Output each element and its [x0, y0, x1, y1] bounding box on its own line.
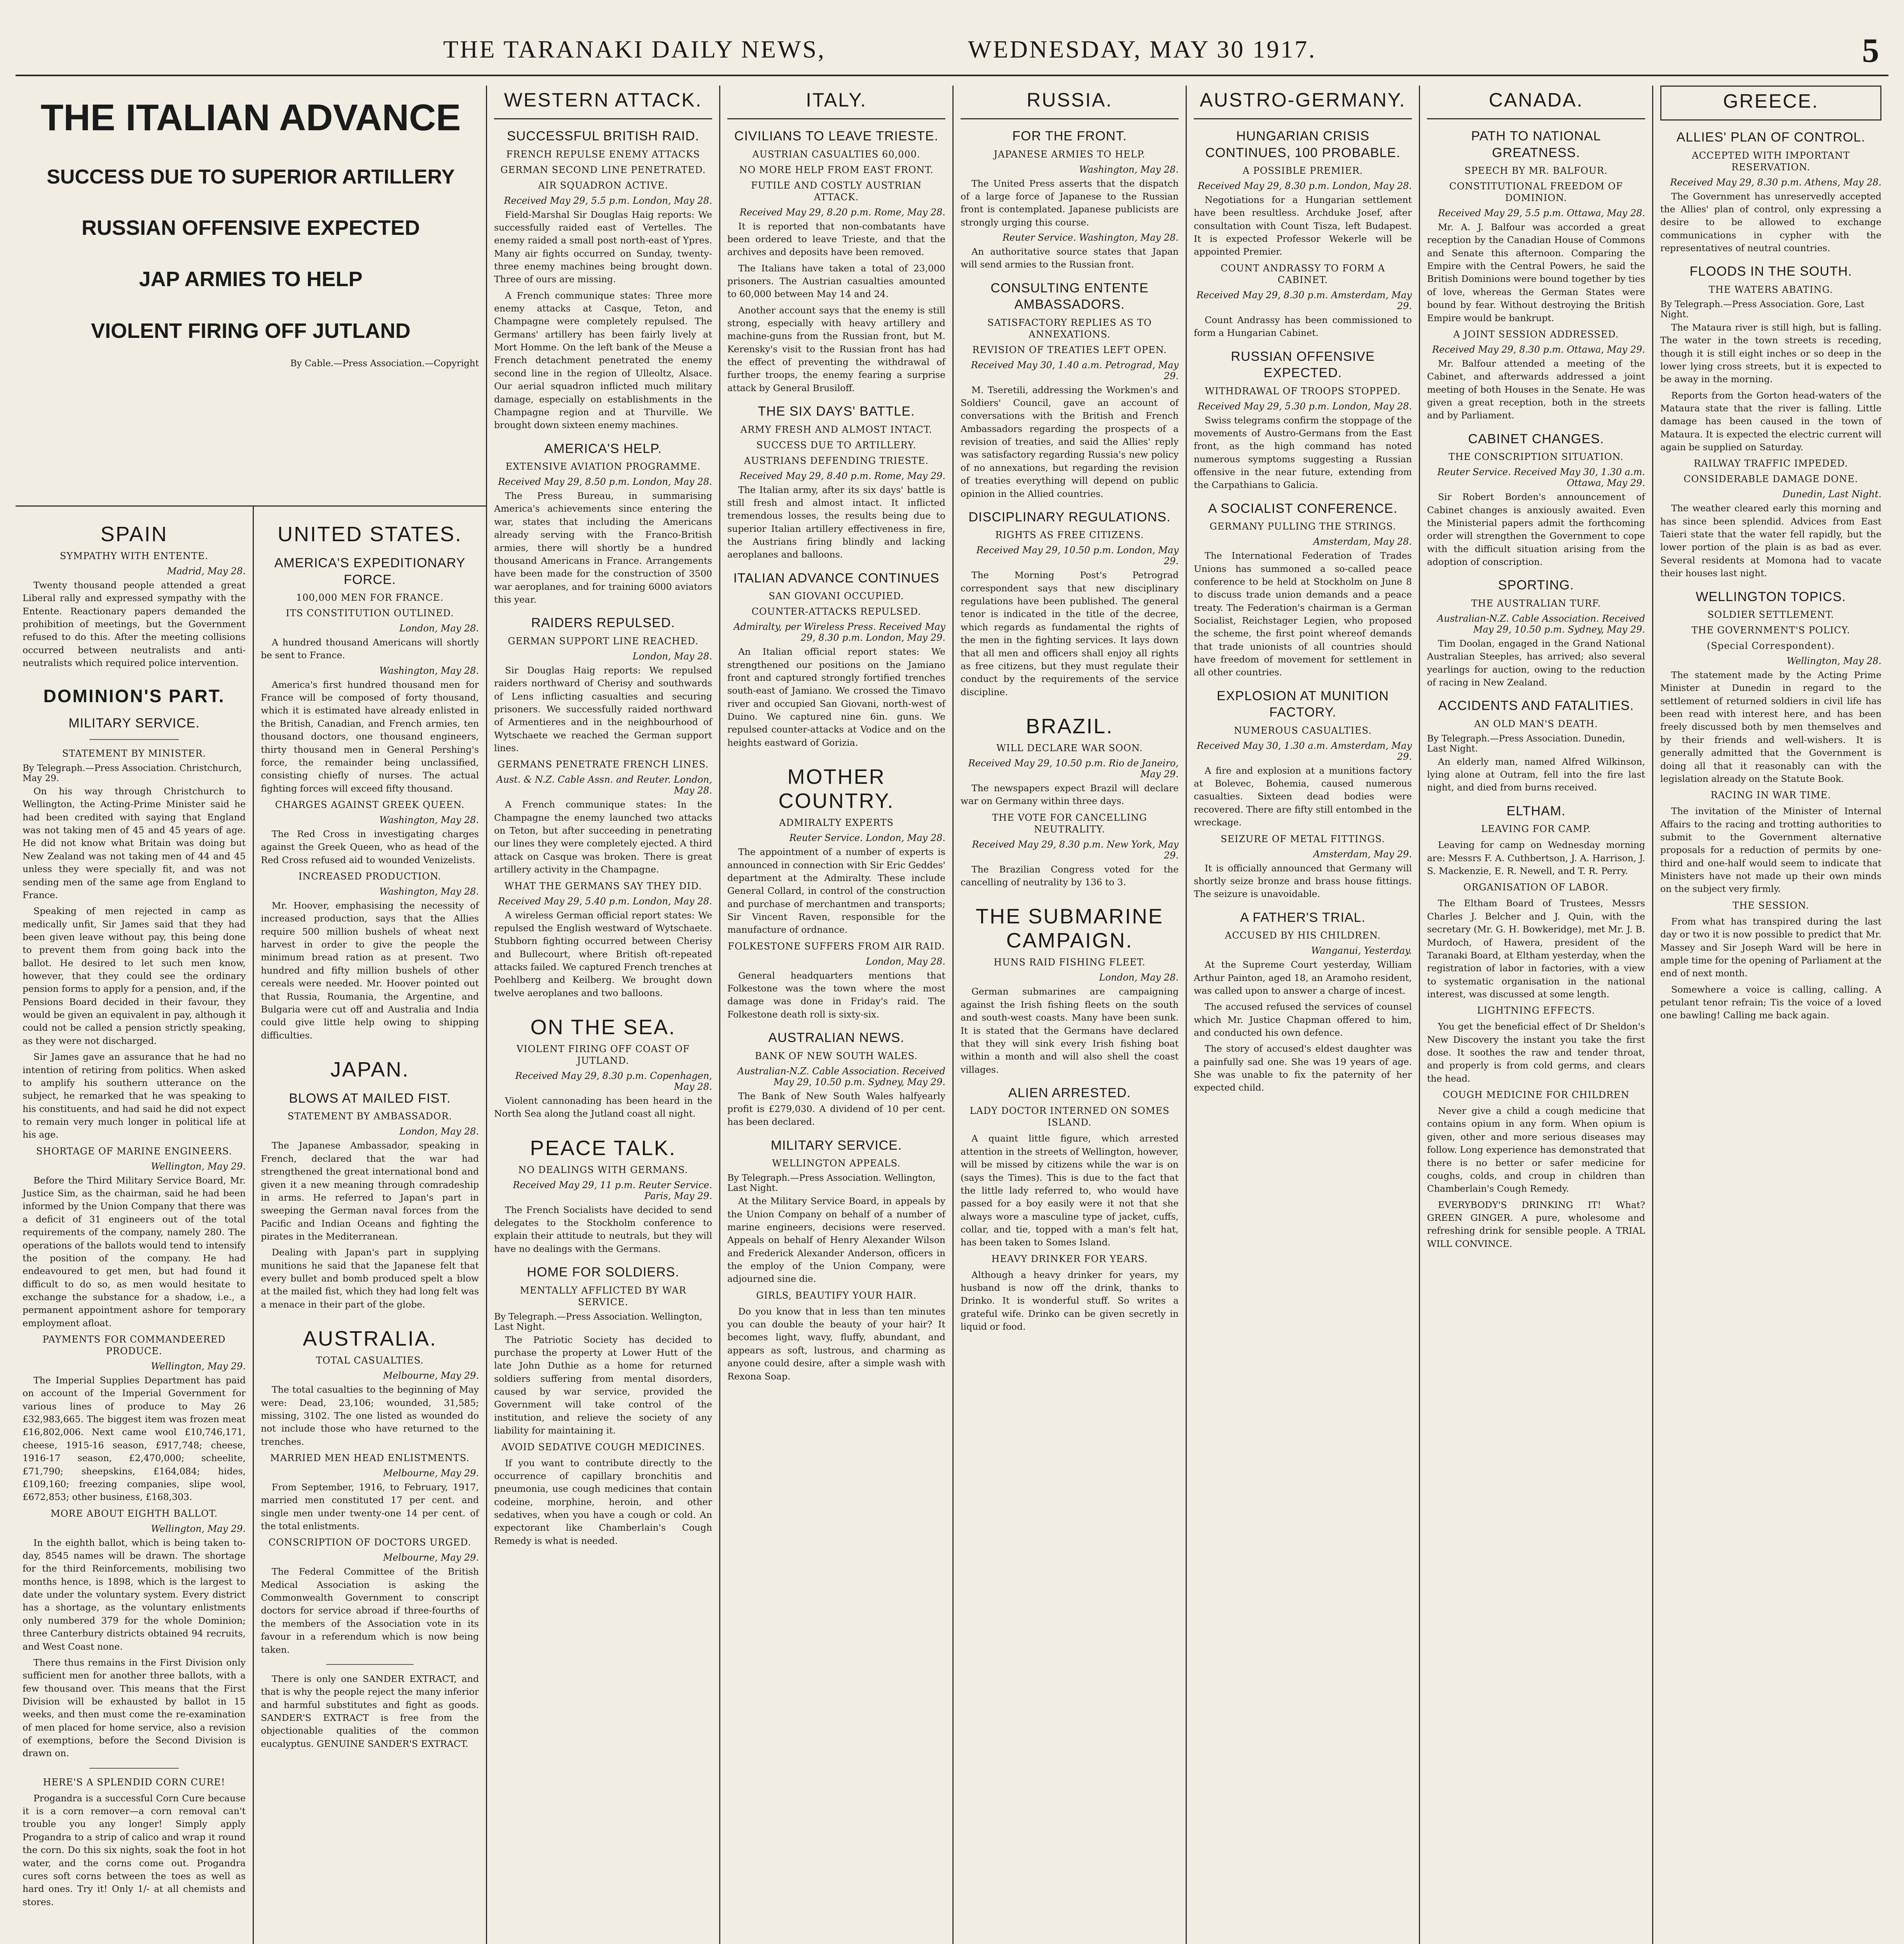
dateline: Received May 29, 8.30 p.m. Amsterdam, May 29. — [1196, 289, 1412, 311]
subhead: THE SESSION. — [1733, 900, 1809, 911]
article-text: Swiss telegrams confirm the stoppage of the movements of Austro-Germans from the East front, as the high command has noted numerous symptoms suggesting a Russian offensive in the near future, extending from the Carpathians to Galicia. — [1194, 414, 1412, 491]
subhead: COUNTER-ATTACKS REPULSED. — [751, 606, 921, 617]
dateline: London, May 28. — [1099, 972, 1179, 983]
subhead: EXTENSIVE AVIATION PROGRAMME. — [505, 461, 701, 472]
article-text: A wireless German official report states: We repulsed the English westward of Wytschaete. Stubborn fighting occurred between Cherisy and Bullecourt, where British oft-repeated attacks failed. We captured French trenches at Poehlberg and Keilberg. We brought down twelve aeroplanes and two balloons. — [494, 909, 712, 998]
us-subhead: 100,000 MEN FOR FRANCE. — [296, 592, 444, 603]
article-text: Leaving for camp on Wednesday morning are: Messrs F. A. Cuthbertson, J. A. Harrison, J. S. Mackenzie, E. R. Newell, and T. R. Perry. — [1427, 839, 1645, 877]
dateline: Received May 29, 10.50 p.m. London, May 29. — [976, 545, 1179, 567]
article-text: Another account says that the enemy is still strong, especially with heavy artillery and machine-guns from the Russian front, but M. Kerensky's visit to the Russian front has had the effect of preventing the withdrawal of further troops, the enemy fearing a surprise attack by General Brusiloff. — [727, 304, 945, 393]
subhead: EXPLOSION AT MUNITION FACTORY. — [1217, 688, 1389, 720]
australia-subhead: CONSCRIPTION OF DOCTORS URGED. — [268, 1537, 472, 1548]
subhead: AUSTRIANS DEFENDING TRIESTE. — [744, 455, 929, 466]
subhead: HUNGARIAN CRISIS CONTINUES, 100 PROBABLE. — [1205, 129, 1401, 160]
produce-subhead: PAYMENTS FOR COMMANDEERED PRODUCE. — [42, 1334, 226, 1357]
article-text: Twenty thousand people attended a great Liberal rally and expressed sympathy with the Entente. Reactionary papers demanded the prohibition of meetings, but the Government refused to do this. After the meeting collisions occurred between neutralists and anti-neutralists which required police intervention. — [23, 580, 246, 669]
ad-heading: LIGHTNING EFFECTS. — [1477, 1005, 1595, 1016]
advertisement-text: Do you know that in less than ten minutes you can double the beauty of your hair? It becomes light, wavy, fluffy, abundant, and appears as soft, lustrous, and charming as anyone could desire, after a simple wash with Rexona Soap. — [727, 1306, 945, 1382]
ad-heading: AVOID SEDATIVE COUGH MEDICINES. — [501, 1441, 705, 1453]
dateline: Madrid, May 28. — [167, 566, 246, 577]
article-text: It is reported that non-combatants have been ordered to leave Trieste, and that the archives and deposits have been removed. — [727, 220, 945, 258]
dateline: Washington, May 28. — [379, 665, 479, 676]
article-text: The total casualties to the beginning of May were: Dead, 23,106; wounded, 31,585; missing, 3102. The one listed as wounded do not include those who have returned to the trenches. — [261, 1384, 479, 1447]
dateline: Received May 29, 5.5 p.m. London, May 28. — [504, 195, 712, 206]
dateline: Wellington, May 28. — [1787, 656, 1881, 667]
japan-subhead: BLOWS AT MAILED FIST. — [289, 1091, 451, 1106]
column-heading: GREECE. — [1660, 86, 1881, 121]
us-subhead: AMERICA'S EXPEDITIONARY FORCE. — [274, 556, 466, 587]
subhead: WELLINGTON APPEALS. — [772, 1158, 901, 1169]
lead-story — [16, 86, 486, 505]
article-text: The statement made by the Acting Prime Minister at Dunedin in regard to the settlement of returned soldiers in civil life has been read with interest here, and has been freely discussed both by men themselves and by their friends and well-wishers. It is generally admitted that the Government is doing all that it reasonably can with the legislation already on the Statute Book. — [1660, 670, 1881, 784]
dateline: Melbourne, May 29. — [383, 1467, 479, 1479]
dateline: Received May 29, 8.30 p.m. Athens, May 28. — [1670, 177, 1881, 188]
ad-heading: COUGH MEDICINE FOR CHILDREN — [1443, 1089, 1630, 1101]
subhead: GERMAN SECOND LINE PENETRATED. — [500, 164, 706, 175]
advertisement-text: If you want to contribute directly to the occurrence of capillary bronchitis and pneumonia, use cough medicines that contain codeine, morphine, heroin, and other sedatives, when you have a cough or cold. An expectorant like Chamberlain's Cough Remedy is what is needed. — [494, 1457, 712, 1546]
dateline: Received May 29, 8.40 p.m. Rome, May 29. — [739, 470, 945, 481]
article-text: The story of accused's eldest daughter was a painfully sad one. She was 19 years of age. She was unable to fix the paternity of her expected child. — [1194, 1043, 1412, 1093]
article-text: The Italians have taken a total of 23,000 prisoners. The Austrian casualties amounted to 60,000 between May 14 and 24. — [727, 262, 945, 300]
dateline: Australian-N.Z. Cable Association. Received May 29, 10.50 p.m. Sydney, May 29. — [737, 1065, 945, 1087]
japan-heading: JAPAN. — [330, 1058, 410, 1081]
column-4 — [719, 86, 952, 1944]
ad-heading: GIRLS, BEAUTIFY YOUR HAIR. — [756, 1290, 917, 1301]
subhead: RIGHTS AS FREE CITIZENS. — [995, 530, 1144, 541]
dateline: Received May 29, 11 p.m. Reuter Service. Paris, May 29. — [513, 1179, 712, 1201]
subhead: SOLDIER SETTLEMENT. — [1707, 609, 1834, 621]
subhead: THE CONSCRIPTION SITUATION. — [1448, 451, 1624, 463]
subhead: WILL DECLARE WAR SOON. — [996, 742, 1143, 753]
article-text: The weather cleared early this morning and has since been splendid. Advices from East Taieri state that the water fell rapidly, but the lower portion of the plain is as bad as ever. Several residents at Momona had to vacate their houses last night. — [1660, 503, 1881, 579]
advertisement-text: There is only one SANDER EXTRACT, and that is why the people reject the many inferior and harmful substitutes and fight as goods. SANDER'S EXTRACT is free from the objectionable qualities of the common eucalyptus. GENUINE SANDER'S EXTRACT. — [261, 1673, 479, 1749]
dateline: Reuter Service. London, May 28. — [789, 832, 945, 844]
article-text: The International Federation of Trades Unions has summoned a so-called peace conference to be held at Stockholm on June 8 to discuss trade union demands and a peace treaty. The Federation's chairman is a German Socialist, Reichstager Legien, who proposed the scheme, the first point whereof demands that trade unionists of all countries should have freedom of movement for settlement in all other countries. — [1194, 550, 1412, 678]
dateline: Melbourne, May 29. — [383, 1552, 479, 1563]
ad-heading: HEAVY DRINKER FOR YEARS. — [991, 1253, 1148, 1264]
advertisement-text: Although a heavy drinker for years, my husband is now off the drink, thanks to Drinko. It is wonderful stuff. So writes a grateful wife. Drinko can be given secretly in liquid or food. — [961, 1269, 1179, 1332]
article-text: German submarines are campaigning against the Irish fishing fleets on the south and south-west coasts. Many have been sunk. It is stated that the Germans have declared that they will sink every Irish fishing boat within a month and will also shell the coast villages. — [961, 986, 1179, 1075]
subhead: FRENCH REPULSE ENEMY ATTACKS — [506, 149, 700, 160]
subhead: WITHDRAWAL OF TROOPS STOPPED. — [1205, 385, 1401, 397]
subhead: PATH TO NATIONAL GREATNESS. — [1471, 129, 1601, 160]
divider — [326, 1664, 413, 1665]
subhead: A SOCIALIST CONFERENCE. — [1208, 501, 1398, 516]
dateline: Received May 29, 8.20 p.m. Rome, May 28. — [739, 206, 945, 218]
article-text: In the eighth ballot, which is being taken to-day, 8545 names will be drawn. The shortage for the third Reinforcements, mobilising two months hence, is 1898, which is the largest to date under the voluntary system. Every district has a shortage, as the voluntary enlistments only numbered 379 for the whole Dominion; three Canterbury districts obtained 94 recruits, and West Coast none. — [23, 1537, 246, 1652]
corn-ad-heading: HERE'S A SPLENDID CORN CURE! — [43, 1776, 225, 1788]
article-text: Reports from the Gorton head-waters of the Mataura state that the river is falling. Little damage has been caused in the town of Mataura. It is expected the electric current will again be supplied on Saturday. — [1660, 390, 1881, 453]
dateline: Wanganui, Yesterday. — [1311, 945, 1412, 956]
dateline: Melbourne, May 29. — [383, 1370, 479, 1381]
subhead: BANK OF NEW SOUTH WALES. — [755, 1050, 918, 1061]
article-text: On his way through Christchurch to Wellington, the Acting-Prime Minister said he had been credited with saying that England was not taking men of 45 and 45 years of age. He did not know what Britain was doing but New Zealand was not taking men of 44 and 45 unless they were specially fit, and was not sending men of the same age from England to France. — [23, 786, 246, 900]
subhead: AN OLD MAN'S DEATH. — [1474, 718, 1598, 729]
subhead: CONSTITUTIONAL FREEDOM OF DOMINION. — [1449, 181, 1623, 203]
masthead-rule — [16, 75, 1888, 76]
article-text: Dealing with Japan's part in supplying munitions he said that the Japanese felt that every bullet and bomb produced spelt a blow at the mailed fist, which they had long felt was a menace in their part of the globe. — [261, 1247, 479, 1310]
subhead: NUMEROUS CASUALTIES. — [1234, 725, 1372, 736]
column-6 — [1186, 86, 1419, 1944]
article-text: The accused refused the services of counsel which Mr. Justice Chapman offered to him, and conducted his own defence. — [1194, 1001, 1412, 1038]
section-heading: THE SUBMARINE CAMPAIGN. — [975, 905, 1164, 953]
subhead: (Special Correspondent). — [1707, 640, 1835, 652]
marine-subhead: SHORTAGE OF MARINE ENGINEERS. — [36, 1145, 232, 1157]
subhead: GERMANS PENETRATE FRENCH LINES. — [497, 759, 709, 770]
subhead: RUSSIAN OFFENSIVE EXPECTED. — [1231, 349, 1375, 381]
advertisement-text: Somewhere a voice is calling, calling. A petulant tenor refrain; Tis the voice of a loved one bawling! Calling me back again. — [1660, 984, 1881, 1021]
byline: By Telegraph.—Press Association. Christchurch, May 29. — [23, 763, 242, 784]
article-text: The Morning Post's Petrograd correspondent says that new disciplinary regulations have been published. The general tenor is indicated in the title of the decree, which regards as fundamental the rights of the men in the fighting services. It lays down that all men and officers shall enjoy all rights as free citizens, but they must regulate their conduct by the requirements of the service discipline. — [961, 570, 1179, 698]
article-text: M. Tseretili, addressing the Workmen's and Soldiers' Council, gave an account of conversations with the British and French Ambassadors regarding the prospects of a revision of treaties, and said the Allies' reply was satisfactory regarding Russia's new policy of no annexations, but regarding the revision of treaties everything will depend on public opinion in the Allied countries. — [961, 384, 1179, 499]
article-text: General headquarters mentions that Folkestone was the town where the most damage was done in Friday's raid. The Folkestone death roll is sixty-six. — [727, 970, 945, 1020]
advertisement-text: You get the beneficial effect of Dr Sheldon's New Discovery the instant you take the first dose. It soothes the raw and tender throat, and properly is from cold germs, and clears the head. — [1427, 1021, 1645, 1084]
spain-heading: SPAIN — [100, 523, 168, 546]
subhead: DISCIPLINARY REGULATIONS. — [968, 509, 1171, 524]
subhead: NO DEALINGS WITH GERMANS. — [518, 1164, 688, 1175]
article-text: An authoritative source states that Japan will send armies to the Russian front. — [961, 246, 1179, 270]
subhead: THE AUSTRALIAN TURF. — [1471, 598, 1601, 609]
article-text: The appointment of a number of experts is announced in connection with Sir Eric Geddes' department at the Admiralty. These include General Collard, in control of the construction and purchase of merchantmen and transports; Sir Vincent Raven, responsible for the manufacture of ordnance. — [727, 846, 945, 935]
dateline: Received May 29, 10.50 p.m. Rio de Janeiro, May 29. — [968, 757, 1179, 780]
section-heading: BRAZIL. — [1025, 714, 1114, 738]
article-text: The Eltham Board of Trustees, Messrs Charles J. Belcher and J. Quin, with the secretary (Mr. G. H. Bowkeridge), met Mr. J. B. Murdoch, of Hawera, president of the Taranaki Board, at Eltham yesterday, when the registration of labor in factories, with a view to systematic organisation in the national interest, was discussed at some length. — [1427, 898, 1645, 1000]
article-text: Speaking of men rejected in camp as medically unfit, Sir James said that they had been given leave without pay, this being done to prevent them from going back into the ballot. He desired to let such men know, however, that they could see the ordinary pension forms to apply for a pension, and, if the Pensions Board decided in their favour, they would be given an equivalent in pay, although it could not be called a pension strictly speaking, as they were not discharged. — [23, 906, 246, 1046]
article-text: The Italian army, after its six days' battle is still fresh and almost intact. It inflicted tremendous losses, the results being due to superior Italian artillery effectiveness in fire, the Austrians firing blindly and lacking aeroplanes and balloons. — [727, 484, 945, 560]
lead-deck-artillery: SUCCESS DUE TO SUPERIOR ARTILLERY — [47, 165, 455, 188]
spain-subhead: SYMPATHY WITH ENTENTE. — [59, 551, 209, 561]
article-text: The French Socialists have decided to send delegates to the Stockholm conference to explain their attitude to neutrals, but they will have no dealings with the Germans. — [494, 1204, 712, 1254]
dateline: London, May 28. — [399, 623, 479, 634]
subhead: FOLKESTONE SUFFERS FROM AIR RAID. — [728, 941, 945, 952]
masthead — [23, 32, 1881, 70]
dateline: Washington, May 28. — [1079, 164, 1179, 175]
subhead: ELTHAM. — [1506, 803, 1566, 818]
article-text: An elderly man, named Alfred Wilkinson, lying alone at Outram, fell into the fire last night, and died from burns received. — [1427, 756, 1645, 793]
article-text: The Government has unreservedly accepted the Allies' plan of control, only expressing a desire to be allowed to exchange communications in cypher with the representatives of neutral countries. — [1660, 191, 1881, 253]
article-text: Count Andrassy has been commissioned to form a Hungarian Cabinet. — [1194, 314, 1412, 339]
byline: By Telegraph.—Press Association. Wellington, Last Night. — [494, 1311, 702, 1332]
column-heading: CANADA. — [1427, 86, 1645, 119]
dateline: Dunedin, Last Night. — [1782, 489, 1881, 500]
article-text: From September, 1916, to February, 1917, married men constituted 17 per cent. and single men under twenty-one 14 per cent. of the total enlistments. — [261, 1481, 479, 1532]
subhead: FLOODS IN THE SOUTH. — [1689, 264, 1852, 279]
subhead: ORGANISATION OF LABOR. — [1463, 882, 1609, 893]
subhead: AIR SQUADRON ACTIVE. — [538, 180, 668, 191]
article-text: Mr. Hoover, emphasising the necessity of increased production, says that the Allies require 500 million bushels of wheat next harvest in order to give the people the minimum bread ration as at present. Two hundred and fifty million bushels of other cereals were needed. Mr. Hoover pointed out that Russia, Roumania, the Argentine, and Bulgaria were cut off and Australia and India could give little help owing to shipping difficulties. — [261, 900, 479, 1041]
dateline: Received May 30, 1.40 a.m. Petrograd, May 29. — [971, 359, 1179, 381]
subhead: ALIEN ARRESTED. — [1008, 1085, 1131, 1100]
article-text: The Patriotic Society has decided to purchase the property at Lower Hutt of the late John Duthie as a home for returned soldiers suffering from mental disorders, caused by war service, provided the Government will take control of the institution, and relieve the society of any liability for maintaining it. — [494, 1334, 712, 1436]
subhead: NO MORE HELP FROM EAST FRONT. — [739, 164, 934, 175]
column-3 — [486, 86, 719, 1944]
column-heading: AUSTRO-GERMANY. — [1194, 86, 1412, 119]
subhead: ADMIRALTY EXPERTS — [779, 817, 894, 829]
subhead: LEAVING FOR CAMP. — [1481, 823, 1591, 835]
subhead: REVISION OF TREATIES LEFT OPEN. — [972, 344, 1167, 355]
article-text: A quaint little figure, which arrested attention in the streets of Wellington, however, will be missed by citizens while the war is on (says the Times). This is due to the fact that the little lady referred to, who would have passed for a boy easily were it not that she always wore a masculine type of jacket, cuffs, collar, and tie, topped with a man's felt hat, has been taken to Somes Island. — [961, 1133, 1179, 1248]
subhead: CONSIDERABLE DAMAGE DONE. — [1684, 474, 1858, 485]
article-text: Violent cannonading has been heard in the North Sea along the Jutland coast all night. — [494, 1095, 712, 1119]
subhead: A POSSIBLE PREMIER. — [1242, 165, 1363, 176]
dateline: Wellington, May 29. — [151, 1361, 246, 1372]
us-subhead: ITS CONSTITUTION OUTLINED. — [286, 608, 454, 619]
dateline: London, May 28. — [399, 1126, 479, 1137]
minister-subhead: STATEMENT BY MINISTER. — [62, 748, 206, 759]
lead-deck-russian: RUSSIAN OFFENSIVE EXPECTED — [81, 216, 420, 240]
byline: By Telegraph.—Press Association. Wellington, Last Night. — [727, 1173, 936, 1194]
article-text: The United Press asserts that the dispatch of a large force of Japanese to the Russian front is contemplated. Japanese publicists are strongly urging this course. — [961, 178, 1179, 228]
article-text: A French communique states: Three more enemy attacks at Casque, Teton, and Champagne were completely repulsed. The Germans' artillery has been fairly lively at Mort Homme. On the left bank of the Meuse a French detachment penetrated the enemy second line in the region of Ulleoltz, Alsace. Our aerial squadron inflicted much military damage, especially on establishments in the Champagne region and at Thurville. We brought down sixteen enemy machines. — [494, 290, 712, 431]
subhead: GERMANY PULLING THE STRINGS. — [1209, 521, 1396, 532]
article-text: The Red Cross in investigating charges against the Greek Queen, who as head of the Red Cross refused aid to wounded Venizelists. — [261, 828, 479, 865]
subhead: SUCCESSFUL BRITISH RAID. — [507, 129, 700, 143]
subhead: THE WATERS ABATING. — [1708, 284, 1833, 295]
dateline: Aust. & N.Z. Cable Assn. and Reuter. London, May 28. — [496, 774, 712, 796]
australia-subhead: TOTAL CASUALTIES. — [316, 1355, 424, 1366]
subhead: ALLIES' PLAN OF CONTROL. — [1676, 130, 1866, 145]
subhead: VIOLENT FIRING OFF COAST OF JUTLAND. — [516, 1044, 690, 1066]
subhead: FUTILE AND COSTLY AUSTRIAN ATTACK. — [751, 180, 922, 203]
column-7 — [1419, 86, 1652, 1944]
dateline: Received May 29, 5.30 p.m. London, May 28. — [1198, 400, 1412, 412]
article-text: Sir Douglas Haig reports: We repulsed raiders northward of Cherisy and southwards of Lens inflicting casualties and securing prisoners. We successfully raided northward of Armentieres and in the neighbourhood of Wytschaete we reached the German support lines. — [494, 664, 712, 753]
section-heading: PEACE TALK. — [530, 1136, 676, 1160]
dateline: Washington, May 28. — [379, 814, 479, 825]
subhead: AMERICA'S HELP. — [544, 441, 662, 456]
article-text: The Brazilian Congress voted for the cancelling of neutrality by 136 to 3. — [961, 864, 1179, 888]
subhead: AUSTRIAN CASUALTIES 60,000. — [752, 149, 921, 160]
dateline: Received May 29, 5.40 p.m. London, May 28. — [498, 895, 712, 907]
article-text: The Imperial Supplies Department has paid on account of the Imperial Government for various lines of produce to May 26 £32,983,665. The biggest item was frozen meat £16,802,006. Next came wool £10,746,171, cheese, 1915-16 season, £917,748; cheese, 1916-17 season, £2,470,000; scheelite, £71,790; sheepskins, £164,084; hides, £109,160; freezing companies, slipe wool, £672,853; other business, £168,303. — [23, 1375, 246, 1503]
dateline: Received May 29, 8.50 p.m. London, May 28. — [498, 476, 712, 488]
page-number: 5 — [1862, 32, 1881, 70]
article-text: America's first hundred thousand men for France will be composed of forty thousand, which it is estimated have already enlisted in the British, Canadian, and French armies, ten thousand doctors, one thousand engineers, thirty thousand men in General Pershing's force, the remainder being unclassified, consisting chiefly of nurses. The actual fighting forces will exceed fifty thousand. — [261, 679, 479, 794]
divider — [89, 739, 179, 740]
byline: By Telegraph.—Press Association. Gore, Last Night. — [1660, 299, 1864, 320]
subhead: SEIZURE OF METAL FITTINGS. — [1221, 833, 1385, 844]
subhead: ACCEPTED WITH IMPORTANT RESERVATION. — [1692, 150, 1850, 173]
subhead: A JOINT SESSION ADDRESSED. — [1453, 329, 1619, 340]
lead-deck-jutland: VIOLENT FIRING OFF JUTLAND — [91, 319, 410, 343]
subhead: RACING IN WAR TIME. — [1710, 790, 1831, 801]
column-heading: RUSSIA. — [961, 86, 1179, 119]
article-text: The newspapers expect Brazil will declare war on Germany within three days. — [961, 782, 1179, 807]
subhead: SPORTING. — [1498, 578, 1574, 593]
dateline: Wellington, May 29. — [151, 1523, 246, 1534]
subhead: ACCIDENTS AND FATALITIES. — [1438, 698, 1634, 713]
subhead: MILITARY SERVICE. — [770, 1138, 902, 1153]
column-heading: WESTERN ATTACK. — [494, 86, 712, 119]
article-text: The Federal Committee of the British Medical Association is asking the Commonwealth Government to conscript doctors for service abroad if three-fourths of the members of the Association vote in its favour in a referendum which is now being taken. — [261, 1566, 479, 1655]
subhead: ITALIAN ADVANCE CONTINUES — [733, 570, 940, 586]
article-text: A French communique states: In the Champagne the enemy launched two attacks on Teton, but after succeeding in penetrating our lines they were completely ejected. A third attack on Casque was broken. There is great artillery activity in the Champagne. — [494, 799, 712, 875]
advertisement-text: Progandra is a successful Corn Cure because it is a corn remover—a corn removal can't trouble you any longer! Simply apply Progandra to a strip of calico and wrap it round the corn. Do this six nights, soak the foot in hot water, and the corns come out. Progandra cures soft corns between the toes as well as hard ones. Try it! Only 1/- at all chemists and stores. — [23, 1792, 246, 1907]
subhead: ACCUSED BY HIS CHILDREN. — [1225, 930, 1381, 941]
dominion-subhead: MILITARY SERVICE. — [68, 715, 200, 731]
newspaper-title: THE TARANAKI DAILY NEWS, — [443, 35, 826, 63]
subhead: ARMY FRESH AND ALMOST INTACT. — [740, 424, 933, 435]
article-text: An Italian official report states: We strengthened our positions on the Jamiano front and captured strongly fortified trenches south-east of Jamiano. We crossed the Timavo river and occupied San Giovani, north-west of Duino. We captured nine 6in. guns. We repulsed counter-attacks at Vodice and on the heights eastward of Gorizia. — [727, 646, 945, 748]
japan-subhead: STATEMENT BY AMBASSADOR. — [287, 1111, 452, 1122]
article-text: The Japanese Ambassador, speaking in French, declared that the war had strengthened the great international bond and given it a new meaning through comradeship in arms. He referred to Japan's part in sweeping the German naval forces from the Pacific and Indian Oceans and fighting the pirates in the Mediterranean. — [261, 1140, 479, 1242]
subhead: A FATHER'S TRIAL. — [1240, 910, 1366, 925]
australia-subhead: MARRIED MEN HEAD ENLISTMENTS. — [270, 1452, 470, 1463]
section-heading: MOTHER COUNTRY. — [778, 765, 894, 813]
article-text: It is officially announced that Germany will shortly seize bronze and brass house fittings. The seizure is unavoidable. — [1194, 862, 1412, 900]
ballot-subhead: MORE ABOUT EIGHTH BALLOT. — [51, 1508, 218, 1519]
article-text: Before the Third Military Service Board, Mr. Justice Sim, as the chairman, said he had been informed by the Union Company that there was a deficit of 31 engineers out of the total requirements of the company, namely 280. The operations of the ballots would tend to intensify the position of the company. He had endeavoured to get men, but had found it difficult to do so, as men would hesitate to exchange the substance for a shadow, i.e., a permanent appointment ashore for temporary employment afloat. — [23, 1175, 246, 1329]
divider — [89, 1768, 179, 1769]
section-heading: ON THE SEA. — [530, 1016, 676, 1039]
dateline: Received May 29, 8.30 p.m. New York, May 29. — [972, 839, 1179, 861]
subhead: WHAT THE GERMANS SAY THEY DID. — [504, 880, 702, 892]
dateline: Amsterdam, May 29. — [1313, 848, 1412, 860]
lead-deck-jap: JAP ARMIES TO HELP — [139, 267, 363, 291]
column-heading: ITALY. — [727, 86, 945, 119]
article-text: A fire and explosion at a munitions factory at Bolevec, Bohemia, caused numerous casualties. Sixteen dead bodies were recovered. There are fifty still entombed in the wreckage. — [1194, 765, 1412, 828]
dateline: London, May 28. — [866, 956, 945, 967]
subhead: THE SIX DAYS' BATTLE. — [758, 404, 915, 419]
lead-headline: THE ITALIAN ADVANCE — [40, 97, 461, 138]
dateline: Wellington, May 29. — [151, 1161, 246, 1172]
dateline: Amsterdam, May 28. — [1313, 536, 1412, 547]
subhead: FOR THE FRONT. — [1012, 129, 1127, 143]
dateline: London, May 28. — [632, 650, 712, 662]
greek-subhead: CHARGES AGAINST GREEK QUEEN. — [275, 799, 465, 810]
subhead: RAIDERS REPULSED. — [531, 615, 675, 631]
advertisement-text: EVERYBODY'S DRINKING IT! What? GREEN GINGER. A pure, wholesome and refreshing drink for sensible people. A TRIAL WILL CONVINCE. — [1427, 1199, 1645, 1249]
column-5 — [952, 86, 1186, 1944]
article-text: Sir Robert Borden's announcement of Cabinet changes is anxiously awaited. Even the Ministerial papers admit the forthcoming order will strengthen the Government to cope with the difficult situation arising from the adoption of conscription. — [1427, 491, 1645, 567]
article-text: The Mataura river is still high, but is falling. The water in the town streets is receding, though it is still eight inches or so deep in the lower lying cross streets, but it is expected to be away in the morning. — [1660, 322, 1881, 385]
advertisement-text: Never give a child a cough medicine that contains opium in any form. When opium is given, other and more serious diseases may follow. Long experience has demonstrated that there is no better or safer medicine for coughs, colds, and croup in children than Chamberlain's Cough Remedy. — [1427, 1105, 1645, 1194]
subhead: SATISFACTORY REPLIES AS TO ANNEXATIONS. — [987, 317, 1152, 340]
subhead: GERMAN SUPPORT LINE REACHED. — [508, 635, 699, 647]
column-8 — [1652, 86, 1888, 1944]
article-text: From what has transpired during the last day or two it is now possible to predict that Mr. Massey and Sir Joseph Ward will be here in ample time for the opening of Parliament at the end of next month. — [1660, 916, 1881, 979]
subhead: THE VOTE FOR CANCELLING NEUTRALITY. — [992, 812, 1147, 835]
dateline: Admiralty, per Wireless Press. Received May 29, 8.30 p.m. London, May 29. — [734, 621, 945, 643]
article-text: Mr. Balfour attended a meeting of the Cabinet, and afterwards addressed a joint meeting of both Houses in the Senate. He was given a great reception, both in the streets and by Parliament. — [1427, 358, 1645, 421]
dateline: Washington, May 28. — [379, 886, 479, 897]
dateline: Received May 29, 5.5 p.m. Ottawa, May 28. — [1438, 208, 1645, 219]
byline: By Telegraph.—Press Association. Dunedin, Last Night. — [1427, 733, 1625, 754]
column-1 — [16, 505, 253, 1944]
subhead: RAILWAY TRAFFIC IMPEDED. — [1694, 458, 1848, 469]
australia-heading: AUSTRALIA. — [302, 1327, 437, 1351]
issue-date: WEDNESDAY, MAY 30 1917. — [968, 35, 1317, 63]
article-text: At the Military Service Board, in appeals by the Union Company on behalf of a number of marine engineers, decisions were reserved. Appeals on behalf of Henry Alexander Wilson and Frederick Alexander Anderson, officers in the employ of the Union Company, were adjourned sine die. — [727, 1196, 945, 1285]
subhead: CABINET CHANGES. — [1468, 431, 1604, 446]
article-text: Tim Doolan, engaged in the Grand National Australian Steeples, has arrived; also several yearlings for auction, owing to the reduction of racing in New Zealand. — [1427, 638, 1645, 688]
article-text: There thus remains in the First Division only sufficient men for another three ballots, with a few thousand over. This means that the First Division will be exhausted by ballot in 15 weeks, and then must come the re-examination of men placed for home service, also a revision of exemptions, before the Second Division is drawn on. — [23, 1657, 246, 1759]
lead-credit: By Cable.—Press Association.—Copyright — [290, 358, 479, 369]
subhead: SUCCESS DUE TO ARTILLERY. — [756, 439, 917, 451]
subhead: WELLINGTON TOPICS. — [1696, 589, 1846, 604]
subhead: SAN GIOVANI OCCUPIED. — [769, 591, 904, 602]
dateline: Received May 29, 8.30 p.m. Ottawa, May 29. — [1432, 344, 1645, 355]
article-text: Field-Marshal Sir Douglas Haig reports: We successfully raided east of Vertelles. The enemy raided a small post north-east of Ypres. Many air fights occurred on Sunday, twenty-three enemy machines being brought down. Three of ours are missing. — [494, 209, 712, 285]
subhead: CIVILIANS TO LEAVE TRIESTE. — [734, 129, 939, 143]
article-text: The Bank of New South Wales halfyearly profit is £279,030. A dividend of 10 per cent. has been declared. — [727, 1090, 945, 1128]
article-text: Negotiations for a Hungarian settlement have been resultless. Archduke Josef, after consultation with Count Tisza, left Budapest. It is expected Professor Wekerle will be appointed Premier. — [1194, 194, 1412, 257]
subhead: MENTALLY AFFLICTED BY WAR SERVICE. — [520, 1285, 686, 1308]
dateline: Reuter Service. Received May 30, 1.30 a.m. Ottawa, May 29. — [1437, 467, 1645, 489]
subhead: HUNS RAID FISHING FLEET. — [994, 957, 1146, 968]
subhead: CONSULTING ENTENTE AMBASSADORS. — [990, 280, 1149, 312]
article-text: Mr. A. J. Balfour was accorded a great reception by the Canadian House of Commons and Senate this afternoon. Comparing the Empire with the Central Powers, he said the British Dominions were bound together by ties of love, whereas the German States were bound by fear. Without destroying the British Empire would be bankrupt. — [1427, 222, 1645, 323]
dateline: Reuter Service. Washington, May 28. — [1002, 232, 1179, 243]
dateline: Australian-N.Z. Cable Association. Received May 29, 10.50 p.m. Sydney, May 29. — [1437, 613, 1645, 635]
subhead: LADY DOCTOR INTERNED ON SOMES ISLAND. — [969, 1105, 1170, 1128]
column-2 — [253, 505, 486, 1944]
subhead: SPEECH BY MR. BALFOUR. — [1464, 165, 1608, 176]
dateline: Received May 29, 8.30 p.m. London, May 28. — [1198, 180, 1412, 191]
article-text: A hundred thousand Americans will shortly be sent to France. — [261, 637, 479, 661]
production-subhead: INCREASED PRODUCTION. — [298, 871, 442, 882]
article-text: Sir James gave an assurance that he had no intention of retiring from politics. When asked to amplify his southern utterance on the subject, he remarked that he was speaking to his constituents, and had said he did not expect to remain very much longer in political life at his age. — [23, 1051, 246, 1140]
subhead: AUSTRALIAN NEWS. — [768, 1030, 905, 1045]
subhead: THE GOVERNMENT'S POLICY. — [1691, 625, 1850, 636]
us-heading: UNITED STATES. — [277, 523, 463, 546]
article-text: At the Supreme Court yesterday, William Arthur Painton, aged 18, an Aramoho resident, was called upon to answer a charge of incest. — [1194, 959, 1412, 996]
article-text: The Press Bureau, in summarising America's achievements since entering the war, states that including the Americans already serving with the Franco-British armies, there will shortly be a hundred thousand Americans in France. Arrangements have been made for the construction of 3500 war aeroplanes, and for training 6000 aviators this year. — [494, 490, 712, 605]
subhead: COUNT ANDRASSY TO FORM A CABINET. — [1220, 262, 1385, 285]
subhead: JAPANESE ARMIES TO HELP. — [994, 149, 1146, 160]
article-text: The invitation of the Minister of Internal Affairs to the racing and trotting authorities to submit to the Government alternative proposals for a reduction of permits by one-third and one-half would seem to indicate that Ministers have not made up their own minds on the subject very firmly. — [1660, 806, 1881, 895]
dateline: Received May 29, 8.30 p.m. Copenhagen, May 28. — [515, 1070, 712, 1093]
dominion-heading: DOMINION'S PART. — [43, 685, 225, 706]
dateline: Received May 30, 1.30 a.m. Amsterdam, May 29. — [1197, 740, 1412, 762]
subhead: HOME FOR SOLDIERS. — [527, 1265, 680, 1280]
